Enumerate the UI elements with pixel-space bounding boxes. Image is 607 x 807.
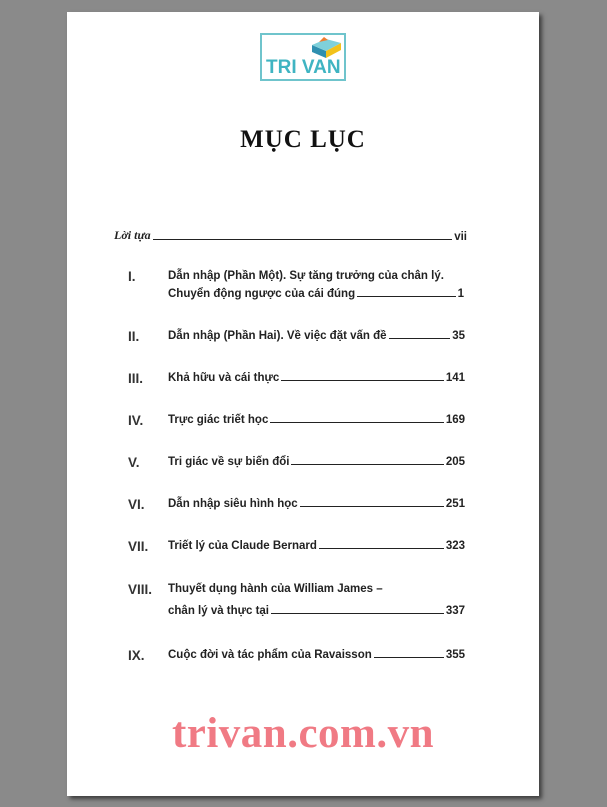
- publisher-logo: [260, 33, 346, 81]
- toc-title-line1: Dẫn nhập (Phần Một). Sự tăng trưởng của chân lý.: [168, 270, 444, 282]
- toc-entry: [168, 649, 465, 661]
- toc-title: Dẫn nhập (Phần Hai). Về việc đặt vấn đề: [168, 330, 387, 342]
- toc-title: Cuộc đời và tác phẩm của Ravaisson: [168, 649, 372, 661]
- toc-title: Lời tựa: [114, 228, 151, 242]
- toc-page: 205: [445, 456, 465, 468]
- toc-page: 355: [445, 649, 465, 661]
- dot-leader: [389, 338, 451, 339]
- toc-entry: [168, 288, 464, 300]
- toc-entry: [168, 540, 465, 552]
- toc-page: 1: [457, 288, 464, 300]
- book-icon: [310, 37, 344, 59]
- toc-numeral: V.: [128, 455, 140, 470]
- toc-title: Chuyển động ngược của cái đúng: [168, 288, 356, 300]
- watermark: trivan.com.vn: [171, 710, 435, 757]
- toc-numeral: VII.: [128, 539, 149, 554]
- toc-entry: [168, 498, 465, 510]
- toc-entry: [168, 456, 465, 468]
- dot-leader: [291, 464, 443, 465]
- book-page: [67, 12, 539, 796]
- toc-entry: [168, 414, 465, 426]
- toc-entry: [168, 330, 465, 342]
- dot-leader: [281, 380, 444, 381]
- dot-leader: [300, 506, 444, 507]
- logo-text: TRI VAN: [266, 57, 341, 78]
- toc-numeral: IX.: [128, 648, 145, 663]
- toc-page: 141: [445, 372, 465, 384]
- toc-page: 251: [445, 498, 465, 510]
- toc-entry: [168, 372, 465, 384]
- dot-leader: [271, 613, 444, 614]
- toc-page: 35: [452, 330, 465, 342]
- toc-page: 337: [445, 605, 465, 617]
- dot-leader: [374, 657, 444, 658]
- toc-page: vii: [454, 231, 467, 243]
- toc-page: 169: [445, 414, 465, 426]
- toc-numeral: VI.: [128, 497, 145, 512]
- toc-numeral: I.: [128, 269, 136, 284]
- toc-preface: [114, 228, 467, 243]
- toc-title: Khả hữu và cái thực: [168, 372, 280, 384]
- page-title: MỤC LỤC: [240, 126, 366, 153]
- toc-numeral: VIII.: [128, 582, 153, 597]
- toc-page: 323: [445, 540, 465, 552]
- dot-leader: [357, 296, 455, 297]
- toc-title: chân lý và thực tại: [168, 605, 270, 617]
- toc-title: Tri giác về sự biến đổi: [168, 456, 290, 468]
- toc-numeral: III.: [128, 371, 144, 386]
- toc-numeral: II.: [128, 329, 140, 344]
- dot-leader: [153, 239, 453, 240]
- dot-leader: [270, 422, 443, 423]
- toc-entry: [168, 605, 465, 617]
- toc-title-line1: Thuyết dụng hành của William James –: [168, 583, 383, 595]
- dot-leader: [319, 548, 444, 549]
- toc-title: Triết lý của Claude Bernard: [168, 540, 317, 552]
- toc-numeral: IV.: [128, 413, 144, 428]
- toc-title: Trực giác triết học: [168, 414, 269, 426]
- toc-title: Dẫn nhập siêu hình học: [168, 498, 298, 510]
